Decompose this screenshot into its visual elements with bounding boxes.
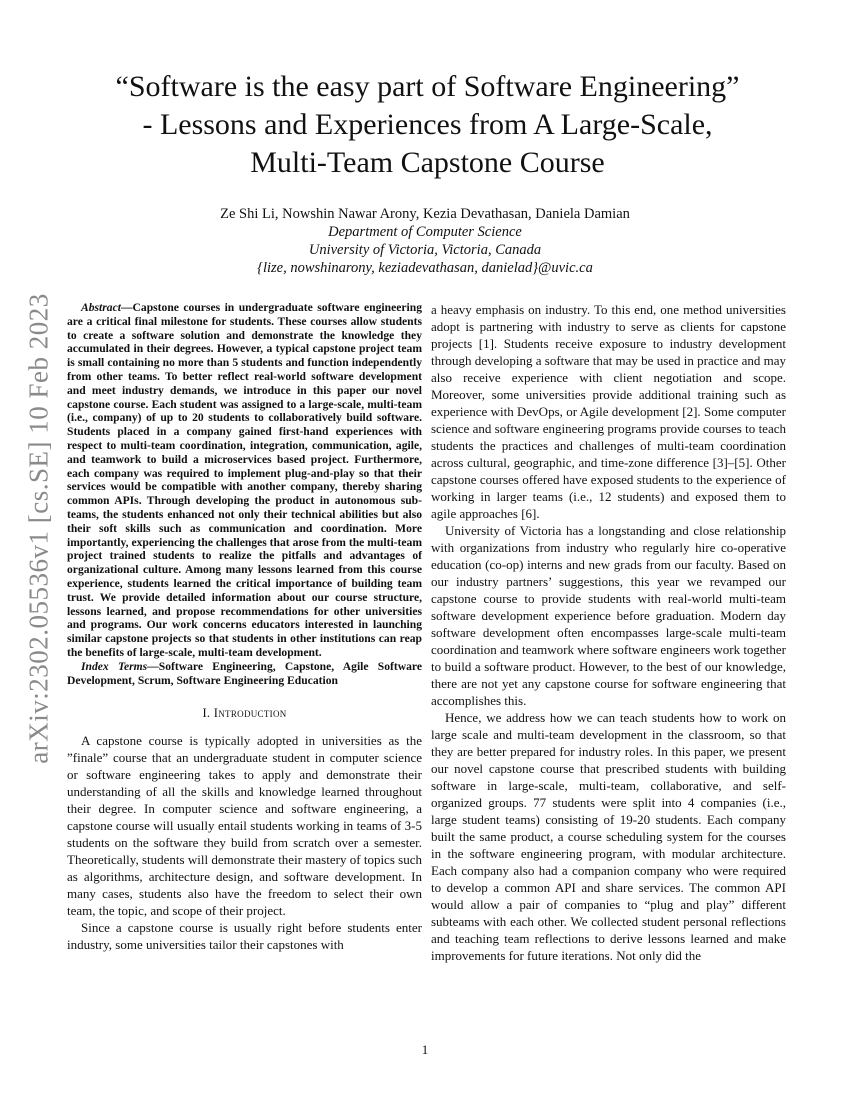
- section-title: Introduction: [213, 706, 287, 721]
- index-terms: [67, 660, 422, 688]
- title-line-2: - Lessons and Experiences from A Large-Scale,: [142, 108, 713, 141]
- left-column: [67, 301, 422, 953]
- arxiv-stamp: [22, 293, 56, 763]
- author-emails: {lize, nowshinarony, keziadevathasan, danielad}@uvic.ca: [257, 260, 593, 276]
- title-line-1: “Software is the easy part of Software Engineering”: [115, 70, 740, 103]
- paper-title: [70, 68, 785, 182]
- page-number: 1: [421, 1042, 429, 1057]
- body-paragraph: A capstone course is typically adopted in universities as the ”finale” course that an undergraduate student in computer science or software engineering takes to apply and demonstrate their understanding of all the skills and knowledge learned throughout their degree. In computer science and software engineering, a capstone course will usually entail students working in teams of 3-5 students on the software they build from scratch over a semester. Theoretically, students will demonstrate their mastery of topics such as algorithms, architecture design, and software development. In many cases, students also have the freedom to select their own team, the topic, and scope of their project.: [67, 733, 422, 919]
- section-number: I.: [202, 706, 211, 721]
- body-paragraph: a heavy emphasis on industry. To this end, one method universities adopt is partnering with industry to serve as clients for capstone projects [1]. Students receive exposure to industry development through developing a software that may be used in practice and may also receive experience with client negotiation and scope. Moreover, some universities provide additional training such as experience with DevOps, or Agile development [2]. Some computer science and software engineering programs provide courses to teach students the practices and challenges of multi-team coordination across cultural, geographic, and time-zone difference [3]–[5]. Other capstone courses offered have exposed students to the experience of working in larger teams (i.e., 12 students) and exposed them to agile approaches [6].: [431, 302, 786, 521]
- abstract-label: Abstract: [81, 301, 121, 314]
- title-line-3: Multi-Team Capstone Course: [250, 146, 605, 179]
- index-terms-label: Index Terms: [81, 659, 148, 673]
- author-university: University of Victoria, Victoria, Canada: [308, 242, 542, 258]
- right-column: [431, 301, 786, 964]
- author-block: [100, 205, 750, 277]
- author-names: Ze Shi Li, Nowshin Nawar Arony, Kezia Devathasan, Daniela Damian: [220, 206, 630, 222]
- body-paragraph: Since a capstone course is usually right before students enter industry, some universities tailor their capstones with: [67, 920, 422, 953]
- body-paragraph: Hence, we address how we can teach students how to work on large scale and multi-team development in the classroom, so that they are better prepared for industry roles. In this paper, we present our novel capstone course that prescribed students with building software in large-scale, multi-team, collaborative, and self-organized groups. 77 students were split into 4 companies (i.e., large student teams) consisting of 19-20 students. Each company built the same product, a course scheduling system for the courses in the software engineering program, with modular architecture. Each company also had a companion company who were required to develop a common API and share services. The common API would allow a pair of companies to “plug and play” different subteams with each other. We collected student personal reflections and teaching team reflections to derive lessons learned and make improvements for future iterations. Not only did the: [431, 710, 786, 963]
- author-department: Department of Computer Science: [328, 224, 522, 240]
- body-paragraph: University of Victoria has a longstanding and close relationship with organizations from industry who regularly hire co-operative education (co-op) interns and new grads from our faculty. Based on our industry partners’ suggestions, this year we revamped our capstone course to provide students with real-world multi-team software development experience before graduation. Modern day software development often encompasses large-scale multi-team coordination and teamwork where software engineers work together to build a software product. However, to the best of our knowledge, there are not yet any capstone course for software engineering that accomplishes this.: [431, 523, 786, 708]
- index-terms-text: —Software Engineering, Capstone, Agile Software Development, Scrum, Software Engineering Education: [67, 659, 422, 687]
- abstract: [67, 301, 422, 660]
- section-heading: [67, 705, 422, 722]
- abstract-text: —Capstone courses in undergraduate software engineering are a critical final milestone for students. These courses allow students to create a software solution and demonstrate the knowledge they accumulated in their degrees. However, a typical capstone project team is small containing no more than 5 students and function independently from other teams. To better reflect real-world software development and meet industry demands, we introduce in this paper our novel capstone course. Each student was assigned to a large-scale, multi-team (i.e., company) of up to 20 students to collaboratively build software. Students placed in a company gained first-hand experiences with respect to multi-team coordination, integration, communication, agile, and teamwork to build a microservices based project. Furthermore, each company was required to implement plug-and-play so that their services would be compatible with another company, thereby sharing common APIs. Through developing the product in autonomous sub-teams, the students enhanced not only their technical abilities but also their soft skills such as communication and coordination. More importantly, experiencing the challenges that arose from the multi-team project trained students to realize the pitfalls and advantages of organizational culture. Among many lessons learned from this course experience, students learned the critical importance of building team trust. We provide detailed information about our course structure, lessons learned, and propose recommendations for other universities and programs. Our work concerns educators interested in launching similar capstone projects so that students in other institutions can reap the benefits of large-scale, multi-team development.: [67, 301, 422, 659]
- arxiv-stamp-text: arXiv:2302.05536v1 [cs.SE] 10 Feb 2023: [23, 292, 54, 764]
